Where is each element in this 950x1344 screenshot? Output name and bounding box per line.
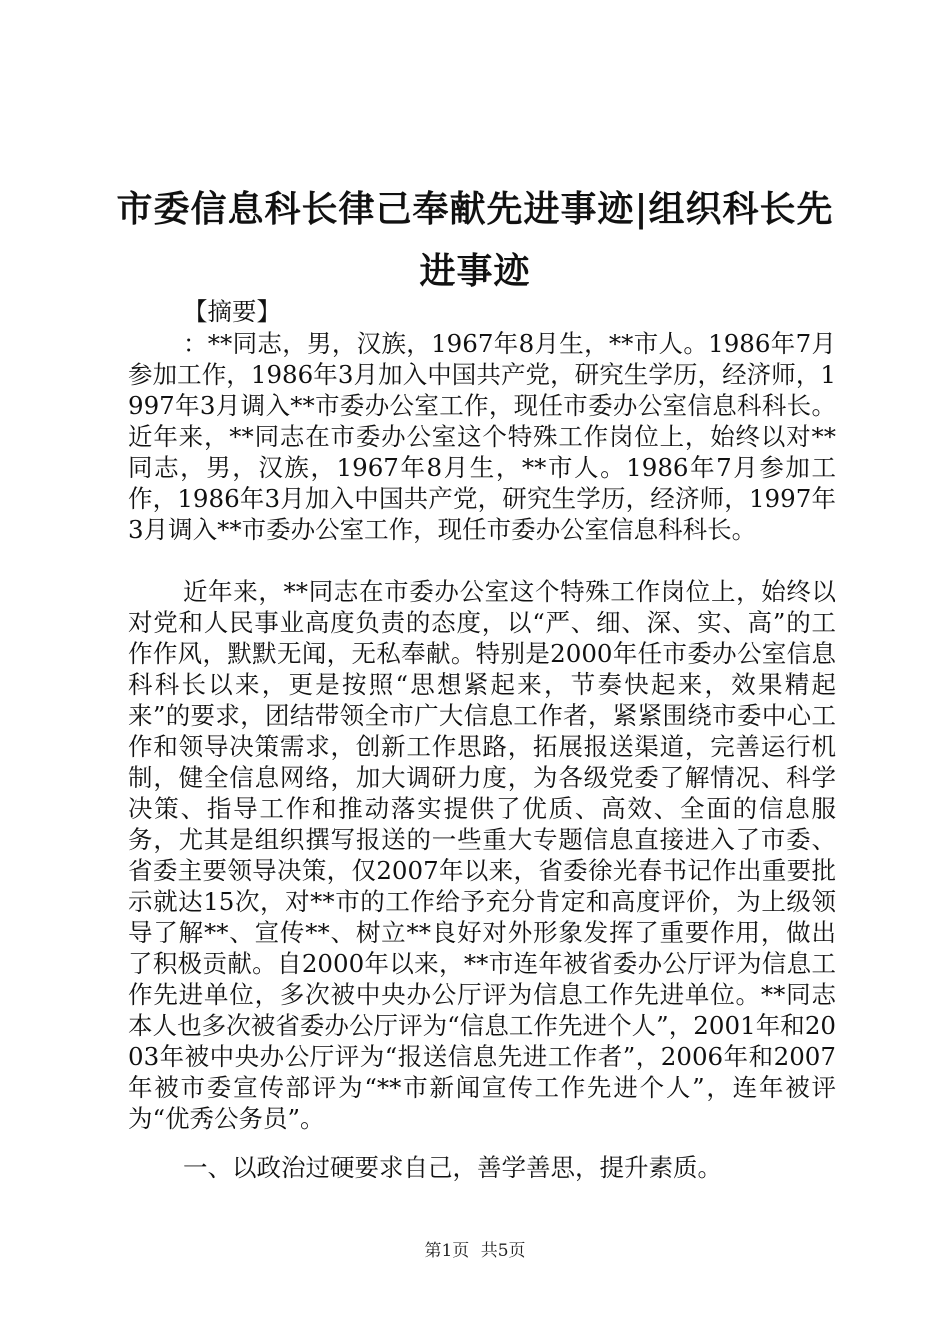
- page-total: 共5页: [480, 1241, 526, 1261]
- paragraph-intro-text: ：**同志，男，汉族，1967年8月生，**市人。1986年7月参加工作，1986年3月加入中国共产党，研究生学历，经济师，1997年3月调入**市委办公室工作，现任市委办公室信息科科长。近年来，**同志在市委办公室这个特殊工作岗位上，始终以对**同志，男，汉族，1967年8月生，**市人。1986年7月参加工作，1986年3月加入中国共产党，研究生学历，经济师，1997年3月调入**市委办公室工作，现任市委办公室信息科科长。: [128, 329, 836, 544]
- abstract-label: 【摘要】: [183, 297, 281, 326]
- document-title: 市委信息科长律己奉献先进事迹|组织科长先进事迹: [116, 188, 834, 292]
- page-footer: [0, 1240, 950, 1262]
- paragraph-achievements: 近年来，**同志在市委办公室这个特殊工作岗位上，始终以对党和人民事业高度负责的态度，以“严、细、深、实、高”的工作作风，默默无闻，无私奉献。特别是2000年任市委办公室信息科科长以来，更是按照“思想紧起来，节奏快起来，效果精起来”的要求，团结带领全市广大信息工作者，紧紧围绕市委中心工作和领导决策需求，创新工作思路，拓展报送渠道，完善运行机制，健全信息网络，加大调研力度，为各级党委了解情况、科学决策、指导工作和推动落实提供了优质、高效、全面的信息服务，尤其是组织撰写报送的一些重大专题信息直接进入了市委、省委主要领导决策，仅2007年以来，省委徐光春书记作出重要批示就达15次，对**市的工作给予充分肯定和高度评价，为上级领导了解**、宣传**、树立**良好对外形象发挥了重要作用，做出了积极贡献。自2000年以来，**市连年被省委办公厅评为信息工作先进单位，多次被中央办公厅评为信息工作先进单位。**同志本人也多次被省委办公厅评为“信息工作先进个人”，2001年和2003年被中央办公厅评为“报送信息先进工作者”，2006年和2007年被市委宣传部评为“**市新闻宣传工作先进个人”，连年被评为“优秀公务员”。: [128, 577, 836, 1133]
- page-number: 第1页: [424, 1241, 470, 1261]
- section-heading-1: 一、以政治过硬要求自己，善学善思，提升素质。: [183, 1153, 722, 1182]
- paragraph-intro: [128, 328, 836, 545]
